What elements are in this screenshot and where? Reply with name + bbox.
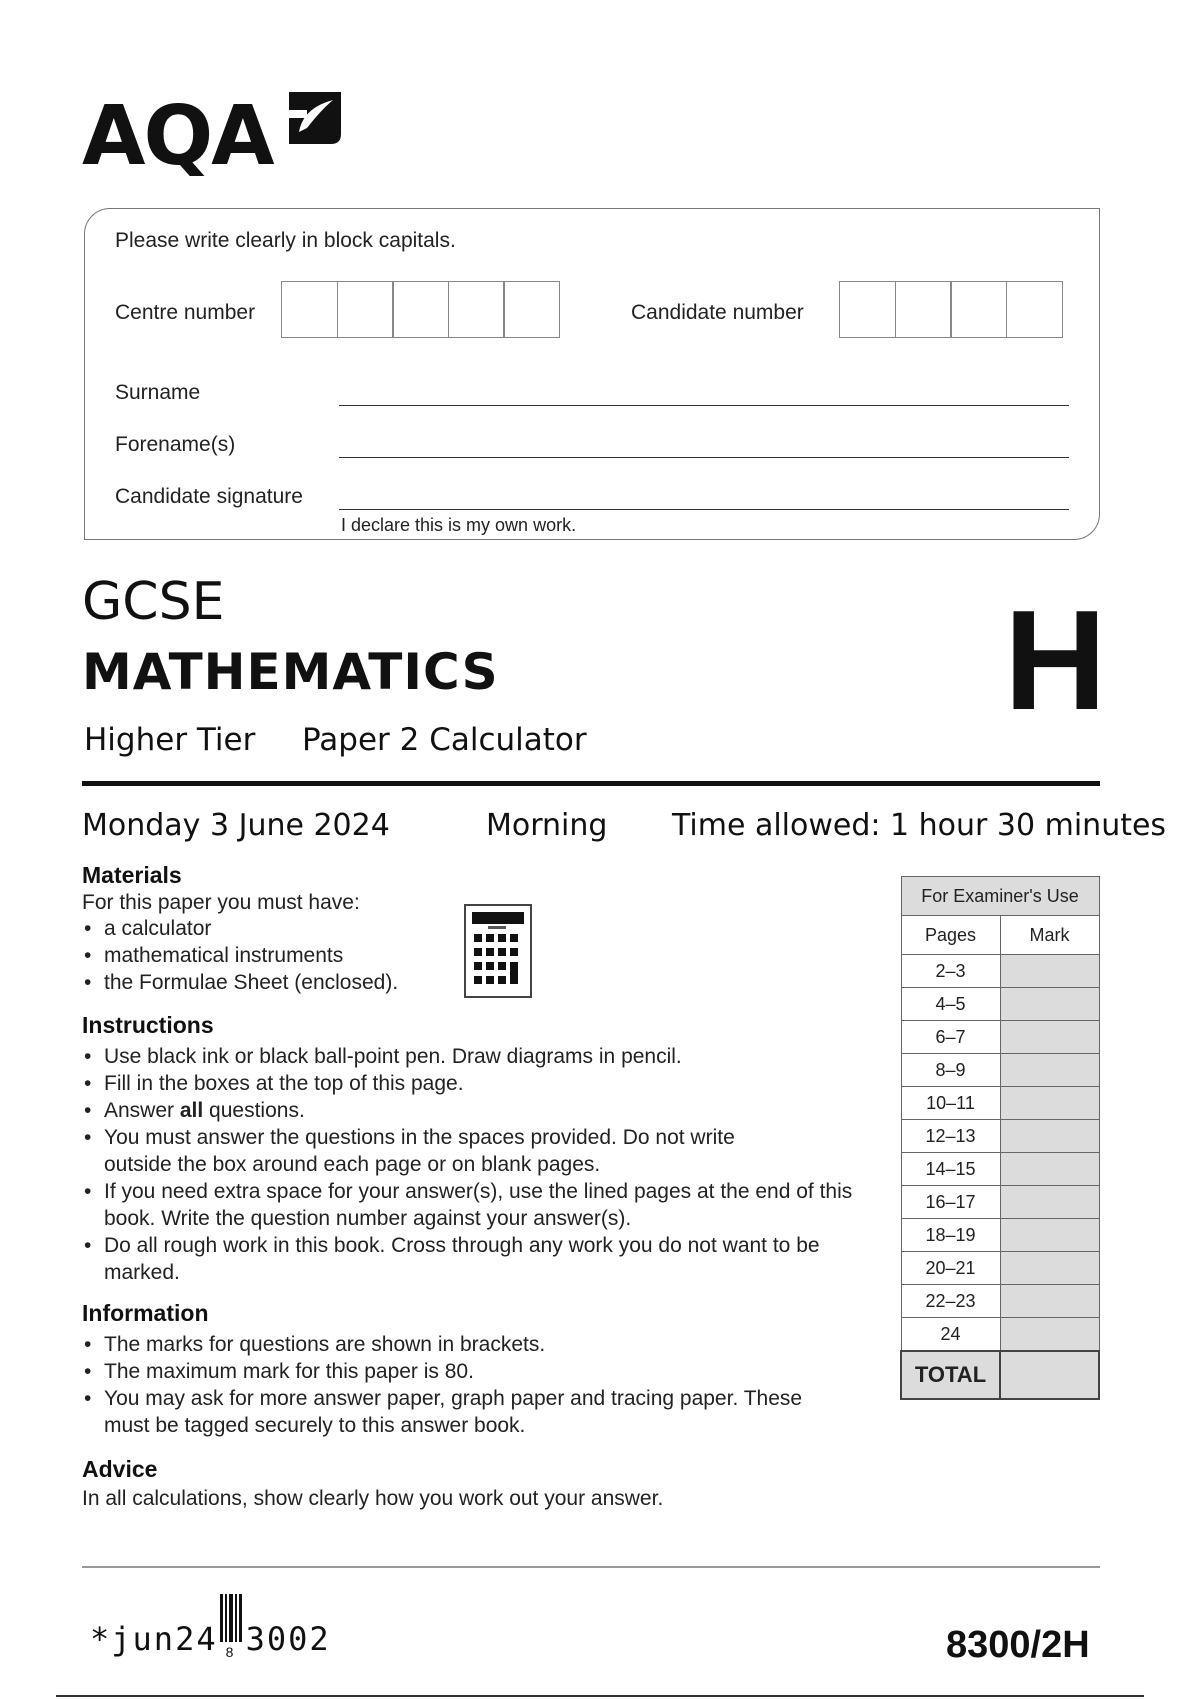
information-list [82, 1331, 802, 1439]
centre-number-boxes [281, 281, 559, 338]
bottom-rule [56, 1695, 1144, 1697]
pages-cell: 12–13 [901, 1120, 1000, 1153]
surname-field[interactable] [339, 405, 1069, 406]
candidate-number-digit[interactable] [839, 281, 896, 338]
centre-number-digit[interactable] [337, 281, 394, 338]
mark-cell [1000, 1219, 1099, 1252]
exam-date: Monday 3 June 2024 [82, 808, 390, 843]
candidate-number-label: Candidate number [631, 301, 804, 324]
logo-text: AQA [82, 89, 273, 184]
pages-cell: 16–17 [901, 1186, 1000, 1219]
centre-number-digit[interactable] [503, 281, 560, 338]
mark-cell [1000, 955, 1099, 988]
examiner-table-title: For Examiner's Use [901, 877, 1099, 916]
mark-cell [1000, 988, 1099, 1021]
paper-code: 8300/2H [946, 1624, 1090, 1666]
pages-cell: 18–19 [901, 1219, 1000, 1252]
pages-column-header: Pages [901, 916, 1000, 955]
barcode-digit: 8 [225, 1644, 234, 1660]
list-item: • The maximum mark for this paper is 80. [82, 1358, 802, 1385]
barcode-suffix: 3002 [245, 1620, 331, 1658]
candidate-details-box [84, 208, 1100, 540]
information-section [82, 1300, 802, 1439]
list-item: • You may ask for more answer paper, graph paper and tracing paper. These must be tagged securely to this answer book. [82, 1385, 804, 1439]
signature-label: Candidate signature [115, 485, 303, 508]
materials-list [82, 915, 482, 996]
mark-cell [1000, 1054, 1099, 1087]
exam-session: Morning [486, 808, 608, 843]
materials-intro: For this paper you must have: [82, 891, 360, 914]
barcode-prefix: *jun24 [90, 1620, 218, 1658]
aqa-logo [82, 88, 352, 188]
tier-label: Higher Tier [84, 722, 256, 758]
mark-cell [1000, 1252, 1099, 1285]
footer-divider [82, 1566, 1100, 1568]
instructions-heading: Instructions [82, 1012, 214, 1038]
list-item: • The marks for questions are shown in brackets. [82, 1331, 802, 1358]
list-item: • a calculator [82, 915, 482, 942]
logo-leaf-icon [285, 88, 345, 148]
centre-number-digit[interactable] [448, 281, 505, 338]
qualification-title: GCSE [82, 572, 225, 632]
list-item: • the Formulae Sheet (enclosed). [82, 969, 482, 996]
materials-section [82, 862, 482, 996]
forename-field[interactable] [339, 457, 1069, 458]
block-capitals-instruction: Please write clearly in block capitals. [115, 229, 456, 252]
list-item: • Use black ink or black ball-point pen. Draw diagrams in pencil. [82, 1043, 842, 1070]
barcode [90, 1608, 331, 1658]
centre-number-label: Centre number [115, 301, 256, 324]
pages-cell: 2–3 [901, 955, 1000, 988]
pages-cell: 4–5 [901, 988, 1000, 1021]
mark-cell [1000, 1021, 1099, 1054]
advice-section [82, 1456, 802, 1511]
total-cell [1000, 1351, 1099, 1399]
mark-column-header: Mark [1000, 916, 1099, 955]
candidate-number-digit[interactable] [895, 281, 952, 338]
centre-number-digit[interactable] [392, 281, 449, 338]
advice-text: In all calculations, show clearly how you work out your answer. [82, 1487, 664, 1510]
mark-cell [1000, 1120, 1099, 1153]
calculator-icon [464, 904, 532, 998]
time-allowed: Time allowed: 1 hour 30 minutes [672, 808, 1167, 843]
candidate-number-digit[interactable] [950, 281, 1007, 338]
mark-cell [1000, 1318, 1099, 1352]
mark-cell [1000, 1285, 1099, 1318]
information-heading: Information [82, 1300, 209, 1326]
pages-cell: 6–7 [901, 1021, 1000, 1054]
examiners-use-table [900, 876, 1100, 1400]
materials-heading: Materials [82, 862, 182, 888]
candidate-number-boxes [839, 281, 1061, 338]
tier-letter: H [1004, 581, 1107, 740]
divider [82, 781, 1100, 786]
pages-cell: 10–11 [901, 1087, 1000, 1120]
pages-cell: 14–15 [901, 1153, 1000, 1186]
instructions-list [82, 1043, 853, 1286]
signature-field[interactable] [339, 509, 1069, 510]
pages-cell: 22–23 [901, 1285, 1000, 1318]
declaration-text: I declare this is my own work. [341, 515, 577, 535]
pages-cell: 24 [901, 1318, 1000, 1352]
mark-cell [1000, 1186, 1099, 1219]
pages-cell: 8–9 [901, 1054, 1000, 1087]
emphasis-all: all [179, 1099, 204, 1122]
mark-cell [1000, 1087, 1099, 1120]
list-item: • Do all rough work in this book. Cross through any work you do not want to be marked. [82, 1232, 864, 1286]
total-label: TOTAL [901, 1351, 1000, 1399]
forename-label: Forename(s) [115, 433, 236, 456]
mark-cell [1000, 1153, 1099, 1186]
advice-heading: Advice [82, 1456, 158, 1482]
surname-label: Surname [115, 381, 201, 404]
list-item: • Answer all questions. [82, 1097, 842, 1124]
barcode-bars-icon [218, 1608, 246, 1658]
list-item: • mathematical instruments [82, 942, 482, 969]
pages-cell: 20–21 [901, 1252, 1000, 1285]
paper-label: Paper 2 Calculator [302, 722, 587, 758]
instructions-section [82, 1012, 853, 1286]
list-item: • Fill in the boxes at the top of this page. [82, 1070, 842, 1097]
list-item: • You must answer the questions in the spaces provided. Do not write outside the box around each page or on blank pages. [82, 1124, 784, 1178]
candidate-number-digit[interactable] [1006, 281, 1063, 338]
subject-title: MATHEMATICS [82, 643, 499, 701]
centre-number-digit[interactable] [281, 281, 338, 338]
list-item: • If you need extra space for your answer(s), use the lined pages at the end of this book. Write the question number against your answer(s). [82, 1178, 864, 1232]
